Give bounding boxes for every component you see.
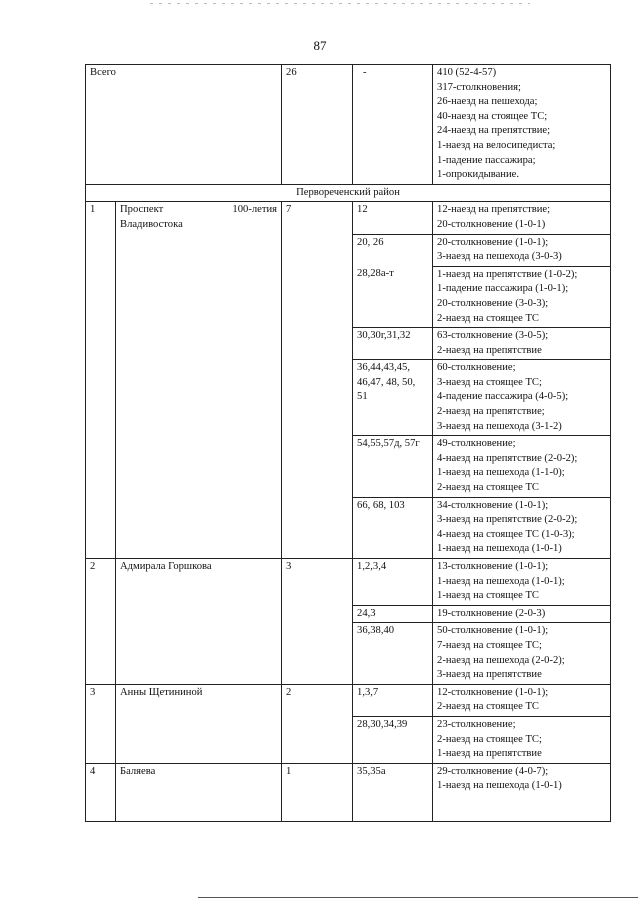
house-numbers: 20, 26: [353, 234, 433, 266]
table-row: [86, 763, 611, 821]
row-number: 3: [86, 684, 116, 763]
house-numbers: 36,44,43,45, 46,47, 48, 50, 51: [353, 360, 433, 436]
street-name: Проспект 100-летия Владивостока: [116, 202, 282, 559]
row-number: 2: [86, 559, 116, 685]
street-name: Анны Щетининой: [116, 684, 282, 763]
accident-details: 50-столкновение (1-0-1); 7-наезд на стоящее ТС; 2-наезд на пешехода (2-0-2); 3-наезд на препятствие: [433, 623, 611, 684]
row-number: 4: [86, 763, 116, 821]
table-row: [86, 559, 611, 606]
accident-details: 63-столкновение (3-0-5); 2-наезд на препятствие: [433, 328, 611, 360]
total-houses: -: [353, 65, 433, 185]
accident-details: 19-столкновение (2-0-3): [433, 605, 611, 623]
house-numbers: 28,30,34,39: [353, 716, 433, 763]
accident-details: 12-столкновение (1-0-1); 2-наезд на стоящее ТС: [433, 684, 611, 716]
house-numbers: 28,28а-т: [353, 266, 433, 327]
house-numbers: 12: [353, 202, 433, 234]
accident-count: 1: [282, 763, 353, 821]
accident-details: 13-столкновение (1-0-1); 1-наезд на пешехода (1-0-1); 1-наезд на стоящее ТС: [433, 559, 611, 606]
house-numbers: 24,3: [353, 605, 433, 623]
accident-details: 60-столкновение; 3-наезд на стоящее ТС; 4-падение пассажира (4-0-5); 2-наезд на препятствие; 3-наезд на пешехода (3-1-2): [433, 360, 611, 436]
page-number: 87: [313, 38, 327, 53]
accident-details: 29-столкновение (4-0-7); 1-наезд на пешехода (1-0-1): [433, 763, 611, 821]
total-details: 410 (52-4-57) 317-столкновения; 26-наезд на пешехода; 40-наезд на стоящее ТС; 24-наезд на препятствие; 1-наезд на велосипедиста; 1-падение пассажира; 1-опрокидывание.: [433, 65, 611, 185]
accident-table: [85, 64, 611, 822]
house-numbers: 36,38,40: [353, 623, 433, 684]
total-row: [86, 65, 611, 185]
house-numbers: 66, 68, 103: [353, 497, 433, 558]
accident-details: 12-наезд на препятствие; 20-столкновение (1-0-1): [433, 202, 611, 234]
accident-details: 20-столкновение (1-0-1); 3-наезд на пешехода (3-0-3): [433, 234, 611, 266]
accident-details: 1-наезд на препятствие (1-0-2); 1-падение пассажира (1-0-1); 20-столкновение (3-0-3); 2-наезд на стоящее ТС: [433, 266, 611, 327]
district-row: [86, 184, 611, 202]
total-label: Всего: [86, 65, 282, 185]
house-numbers: 54,55,57д, 57г: [353, 436, 433, 497]
total-count: 26: [282, 65, 353, 185]
accident-count: 3: [282, 559, 353, 685]
scan-artifact: [150, 3, 530, 4]
house-numbers: 30,30г,31,32: [353, 328, 433, 360]
house-numbers: 35,35а: [353, 763, 433, 821]
accident-details: 23-столкновение; 2-наезд на стоящее ТС; 1-наезд на препятствие: [433, 716, 611, 763]
street-name: Баляева: [116, 763, 282, 821]
house-numbers: 1,3,7: [353, 684, 433, 716]
accident-details: 34-столкновение (1-0-1); 3-наезд на препятствие (2-0-2); 4-наезд на стоящее ТС (1-0-3); 1-наезд на пешехода (1-0-1): [433, 497, 611, 558]
accident-count: 2: [282, 684, 353, 763]
table-row: [86, 202, 611, 234]
table-row: [86, 684, 611, 716]
accident-details: 49-столкновение; 4-наезд на препятствие (2-0-2); 1-наезд на пешехода (1-1-0); 2-наезд на стоящее ТС: [433, 436, 611, 497]
accident-count: 7: [282, 202, 353, 559]
row-number: 1: [86, 202, 116, 559]
scan-bottom-line: [198, 897, 638, 898]
district-heading: Первореченский район: [86, 184, 611, 202]
house-numbers: 1,2,3,4: [353, 559, 433, 606]
street-name: Адмирала Горшкова: [116, 559, 282, 685]
